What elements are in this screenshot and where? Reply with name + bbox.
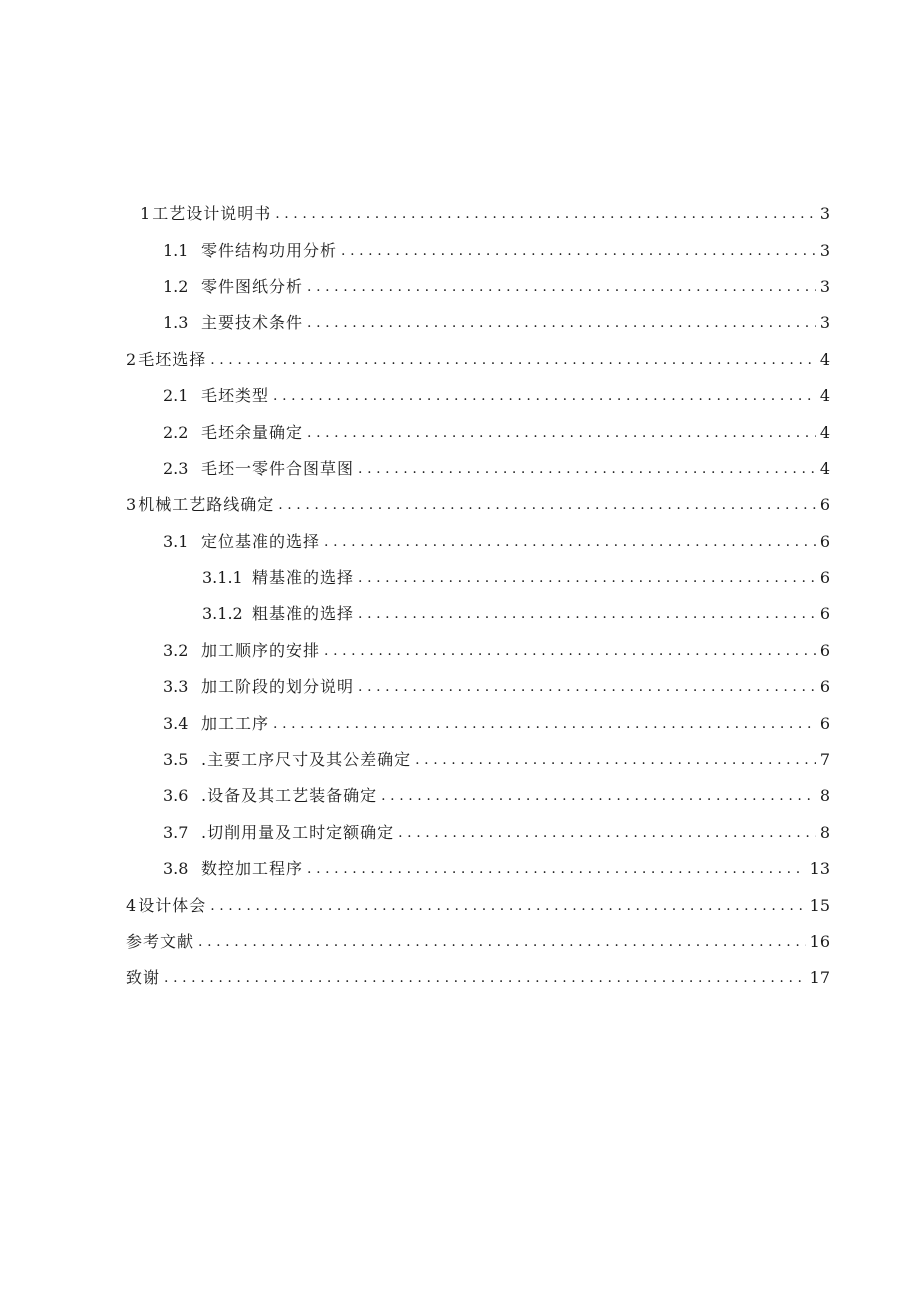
dot-leader bbox=[307, 859, 806, 879]
dot-leader bbox=[273, 714, 816, 734]
toc-entry-page: 4 bbox=[819, 422, 830, 442]
toc-entry-number: 3.5 bbox=[163, 750, 189, 770]
toc-entry-title: 零件结构功用分析 bbox=[201, 240, 338, 260]
toc-entry-number: 2.3 bbox=[163, 458, 189, 478]
toc-entry-3[interactable] bbox=[0, 487, 920, 523]
toc-entry-page: 8 bbox=[819, 786, 830, 806]
toc-entry-references[interactable] bbox=[0, 924, 920, 960]
toc-entry-title: .主要工序尺寸及其公差确定 bbox=[201, 750, 412, 770]
toc-entry-page: 6 bbox=[819, 495, 830, 515]
dot-leader bbox=[324, 532, 816, 552]
dot-leader bbox=[358, 604, 816, 624]
toc-entry-title: 毛坯一零件合图草图 bbox=[201, 458, 355, 478]
toc-entry-1-2[interactable] bbox=[0, 269, 920, 305]
toc-entry-number: 3.8 bbox=[163, 859, 189, 879]
toc-entry-title: 参考文献 bbox=[126, 932, 195, 951]
toc-entry-page: 16 bbox=[809, 932, 830, 951]
toc-entry-page: 4 bbox=[819, 458, 830, 478]
dot-leader bbox=[358, 459, 816, 479]
dot-leader bbox=[358, 568, 816, 588]
dot-leader bbox=[278, 495, 816, 515]
toc-entry-page: 3 bbox=[819, 276, 830, 296]
toc-entry-2-1[interactable] bbox=[0, 378, 920, 414]
toc-entry-1[interactable] bbox=[0, 196, 920, 232]
toc-entry-number: 2 bbox=[126, 349, 137, 369]
toc-entry-number: 1 bbox=[140, 204, 151, 224]
toc-entry-number: 1.2 bbox=[163, 276, 189, 296]
toc-entry-number: 3.1.1 bbox=[202, 568, 243, 588]
toc-entry-number: 2.1 bbox=[163, 386, 189, 406]
dot-leader bbox=[415, 750, 816, 770]
toc-entry-title: 数控加工程序 bbox=[201, 859, 304, 879]
toc-entry-1-1[interactable] bbox=[0, 232, 920, 268]
toc-entry-title: .切削用量及工时定额确定 bbox=[201, 822, 395, 842]
toc-entry-title: 定位基准的选择 bbox=[201, 531, 321, 551]
toc-entry-number: 3.4 bbox=[163, 713, 189, 733]
dot-leader bbox=[324, 641, 816, 661]
dot-leader bbox=[341, 241, 816, 261]
toc-entry-3-8[interactable] bbox=[0, 851, 920, 887]
dot-leader bbox=[307, 313, 816, 333]
toc-entry-page: 6 bbox=[819, 604, 830, 624]
toc-entry-title: 粗基准的选择 bbox=[252, 604, 355, 624]
toc-entry-3-4[interactable] bbox=[0, 705, 920, 741]
toc-entry-title: 零件图纸分析 bbox=[201, 276, 304, 296]
toc-entry-page: 17 bbox=[809, 968, 830, 988]
toc-entry-4[interactable] bbox=[0, 887, 920, 923]
toc-entry-title: 设计体会 bbox=[138, 895, 207, 915]
toc-entry-3-6[interactable] bbox=[0, 778, 920, 814]
toc-entry-page: 8 bbox=[819, 822, 830, 842]
dot-leader bbox=[381, 786, 816, 806]
toc-entry-title: 毛坯余量确定 bbox=[201, 422, 304, 442]
toc-entry-3-7[interactable] bbox=[0, 815, 920, 851]
toc-entry-3-1-1[interactable] bbox=[0, 560, 920, 596]
toc-entry-page: 4 bbox=[819, 386, 830, 406]
toc-entry-title: 致谢 bbox=[126, 968, 161, 988]
toc-entry-page: 6 bbox=[819, 531, 830, 551]
toc-entry-page: 6 bbox=[819, 713, 830, 733]
dot-leader bbox=[273, 386, 816, 406]
toc-entry-title: .设备及其工艺装备确定 bbox=[201, 786, 378, 806]
toc-entry-title: 毛坯选择 bbox=[138, 349, 207, 369]
toc-entry-3-1[interactable] bbox=[0, 524, 920, 560]
toc-entry-number: 1.3 bbox=[163, 313, 189, 333]
dot-leader bbox=[398, 823, 816, 843]
toc-entry-number: 3.6 bbox=[163, 786, 189, 806]
toc-entry-title: 加工工序 bbox=[201, 713, 270, 733]
toc-entry-3-1-2[interactable] bbox=[0, 596, 920, 632]
toc-entry-number: 3.7 bbox=[163, 822, 189, 842]
toc-entry-3-3[interactable] bbox=[0, 669, 920, 705]
dot-leader bbox=[164, 968, 806, 988]
toc-entry-title: 加工顺序的安排 bbox=[201, 640, 321, 660]
dot-leader bbox=[210, 350, 816, 370]
dot-leader bbox=[358, 677, 816, 697]
toc-entry-page: 7 bbox=[819, 750, 830, 770]
toc-entry-3-2[interactable] bbox=[0, 633, 920, 669]
dot-leader bbox=[210, 896, 805, 916]
toc-entry-page: 6 bbox=[819, 568, 830, 588]
toc-entry-page: 3 bbox=[819, 204, 830, 224]
toc-entry-page: 13 bbox=[809, 859, 830, 879]
toc-entry-title: 精基准的选择 bbox=[252, 568, 355, 588]
table-of-contents bbox=[0, 196, 920, 997]
toc-entry-2[interactable] bbox=[0, 342, 920, 378]
toc-entry-acknowledgements[interactable] bbox=[0, 960, 920, 996]
dot-leader bbox=[307, 277, 816, 297]
toc-entry-title: 加工阶段的划分说明 bbox=[201, 677, 355, 697]
toc-entry-number: 3 bbox=[126, 495, 137, 515]
toc-entry-2-2[interactable] bbox=[0, 414, 920, 450]
toc-entry-page: 6 bbox=[819, 677, 830, 697]
dot-leader bbox=[275, 204, 816, 224]
toc-entry-number: 3.1 bbox=[163, 531, 189, 551]
dot-leader bbox=[198, 932, 806, 952]
toc-entry-1-3[interactable] bbox=[0, 305, 920, 341]
toc-entry-number: 3.3 bbox=[163, 677, 189, 697]
toc-entry-page: 6 bbox=[819, 640, 830, 660]
toc-entry-title: 机械工艺路线确定 bbox=[138, 495, 275, 515]
toc-entry-number: 1.1 bbox=[163, 240, 189, 260]
toc-entry-page: 3 bbox=[819, 313, 830, 333]
dot-leader bbox=[307, 423, 816, 443]
toc-entry-title: 毛坯类型 bbox=[201, 386, 270, 406]
toc-entry-number: 3.2 bbox=[163, 640, 189, 660]
toc-entry-number: 4 bbox=[126, 895, 137, 915]
toc-entry-number: 2.2 bbox=[163, 422, 189, 442]
toc-entry-page: 15 bbox=[809, 895, 830, 915]
toc-entry-page: 4 bbox=[819, 349, 830, 369]
toc-entry-3-5[interactable] bbox=[0, 742, 920, 778]
toc-entry-title: 主要技术条件 bbox=[201, 313, 304, 333]
toc-entry-2-3[interactable] bbox=[0, 451, 920, 487]
toc-entry-number: 3.1.2 bbox=[202, 604, 243, 624]
toc-entry-page: 3 bbox=[819, 240, 830, 260]
toc-entry-title: 工艺设计说明书 bbox=[152, 204, 272, 224]
